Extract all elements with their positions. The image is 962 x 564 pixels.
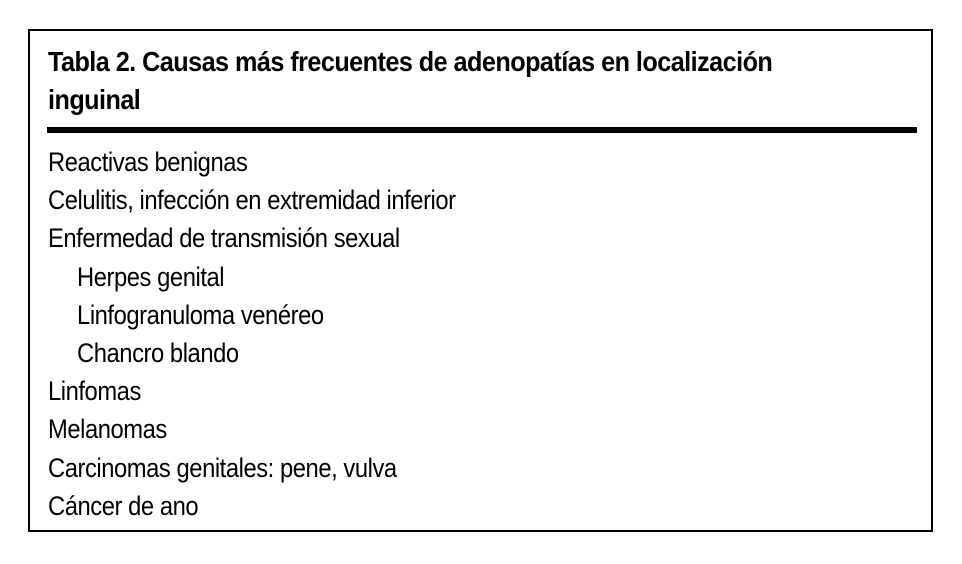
table-row: Reactivas benignas [48, 147, 248, 177]
table-rows [48, 143, 511, 525]
table-container [28, 29, 933, 532]
table-row: Celulitis, infección en extremidad inferior [48, 185, 456, 216]
table-row: Cáncer de ano [48, 490, 199, 521]
title-divider [47, 127, 917, 133]
table-row: Linfomas [48, 376, 141, 407]
table-title: Tabla 2. Causas más frecuentes de adenopatías en localización inguinal [48, 46, 773, 115]
table-row: Carcinomas genitales: pene, vulva [48, 452, 397, 483]
table-row: Melanomas [48, 414, 167, 445]
table-row: Enfermedad de transmisión sexual [48, 223, 400, 254]
table-row-subitem: Herpes genital [77, 261, 225, 292]
table-row-subitem: Chancro blando [77, 337, 239, 368]
table-row-subitem: Linfogranuloma venéreo [77, 299, 324, 330]
